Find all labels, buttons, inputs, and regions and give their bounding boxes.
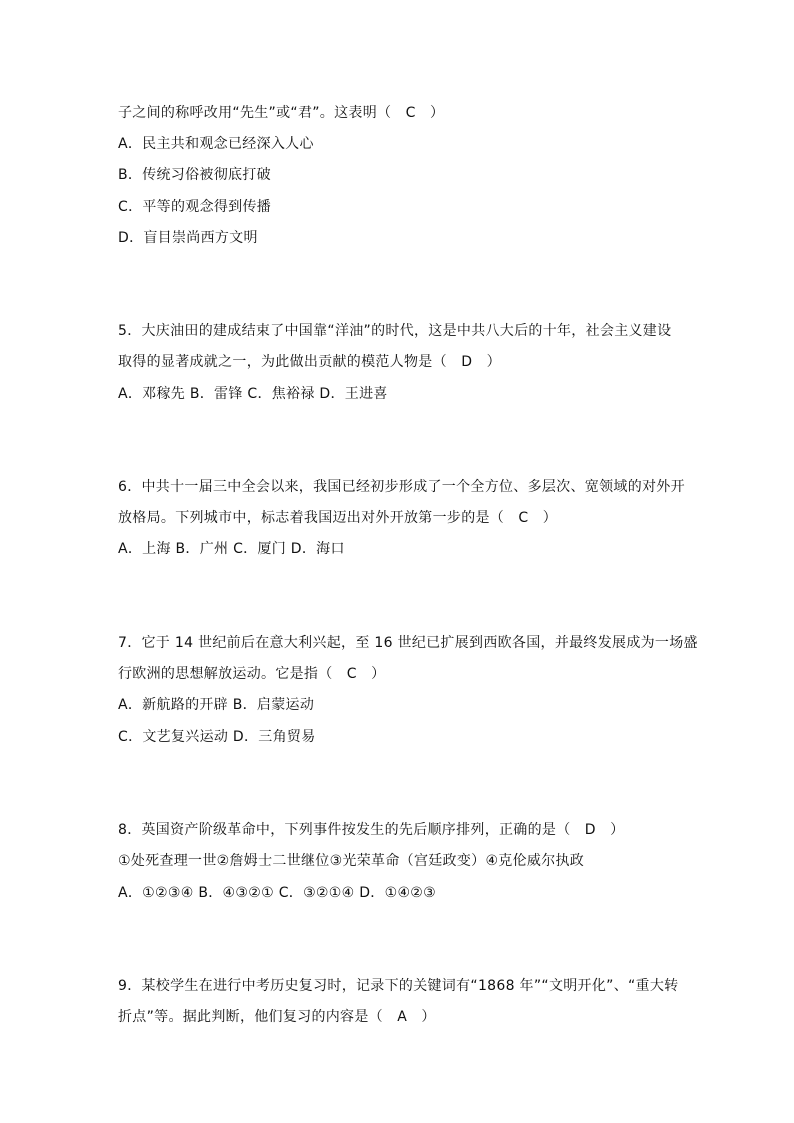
q6-options: A．上海 B．广州 C．厦门 D．海口 xyxy=(118,541,345,557)
q5-stem-line-1: 5．大庆油田的建成结束了中国靠“洋油”的时代，这是中共八大后的十年，社会主义建设 xyxy=(118,323,672,339)
q6-stem-line-1: 6．中共十一届三中全会以来，我国已经初步形成了一个全方位、多层次、宽领域的对外开 xyxy=(118,479,685,495)
q4-option-d: D．盲目崇尚西方文明 xyxy=(118,230,258,246)
q7-stem-line-2: 行欧洲的思想解放运动。它是指（ C ） xyxy=(118,666,386,682)
q7-option-line-1: A．新航路的开辟 B．启蒙运动 xyxy=(118,697,315,713)
q8-stem-line-2: ①处死查理一世②詹姆士二世继位③光荣革命（宫廷政变）④克伦威尔执政 xyxy=(118,853,585,869)
q8-options: A．①②③④ B．④③②① C．③②①④ D．①④②③ xyxy=(118,885,436,901)
q4-option-a: A．民主共和观念已经深入人心 xyxy=(118,136,314,152)
q8-stem-line-1: 8．英国资产阶级革命中，下列事件按发生的先后顺序排列，正确的是（ D ） xyxy=(118,822,625,838)
q5-options: A．邓稼先 B．雷锋 C．焦裕禄 D．王进喜 xyxy=(118,386,388,402)
q6-stem-line-2: 放格局。下列城市中，标志着我国迈出对外开放第一步的是（ C ） xyxy=(118,510,558,526)
q4-option-c: C．平等的观念得到传播 xyxy=(118,199,272,215)
q4-option-b: B．传统习俗被彻底打破 xyxy=(118,167,271,183)
q7-option-line-2: C．文艺复兴运动 D．三角贸易 xyxy=(118,729,316,745)
q9-stem-line-1: 9．某校学生在进行中考历史复习时，记录下的关键词有“1868 年”“文明开化”、“重大转 xyxy=(118,978,679,994)
q5-stem-line-2: 取得的显著成就之一，为此做出贡献的模范人物是（ D ） xyxy=(118,354,501,370)
q7-stem-line-1: 7．它于 14 世纪前后在意大利兴起，至 16 世纪已扩展到西欧各国，并最终发展成为一场盛 xyxy=(118,635,698,651)
q9-stem-line-2: 折点”等。据此判断，他们复习的内容是（ A ） xyxy=(118,1009,436,1025)
q4-stem-tail: 子之间的称呼改用“先生”或“君”。这表明（ C ） xyxy=(118,105,445,121)
